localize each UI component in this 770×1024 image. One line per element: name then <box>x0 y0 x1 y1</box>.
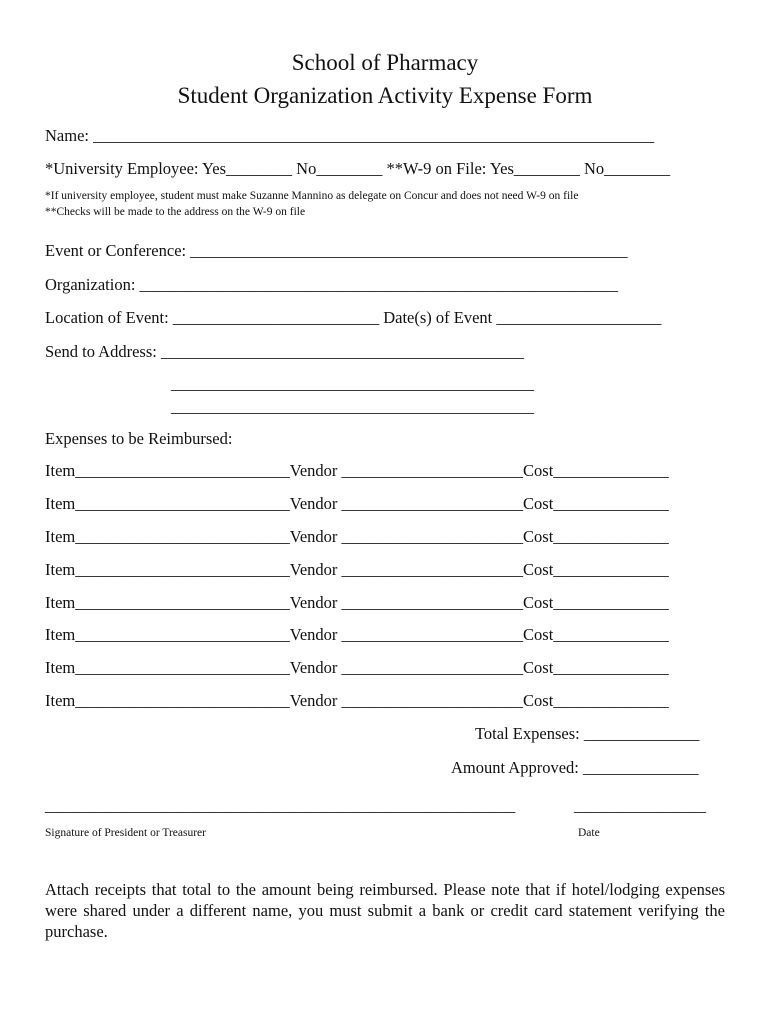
footnote-employee: *If university employee, student must make Suzanne Mannino as delegate on Concur and does not need W-9 on file <box>45 190 579 202</box>
amount-approved-field[interactable]: Amount Approved: ______________ <box>451 758 699 777</box>
expense-row[interactable]: Item__________________________Vendor ______________________Cost______________ <box>45 461 669 480</box>
form-title: School of Pharmacy <box>291 50 479 75</box>
expense-row[interactable]: Item__________________________Vendor ______________________Cost______________ <box>45 527 669 546</box>
attach-receipts-note: Attach receipts that total to the amount being reimbursed. Please note that if hotel/lodging expenses were shared under a different name, you must submit a bank or credit card statement verifying the purchase. <box>45 880 725 941</box>
signature-label: Signature of President or Treasurer <box>45 827 206 839</box>
expense-row[interactable]: Item__________________________Vendor ______________________Cost______________ <box>45 593 669 612</box>
date-label: Date <box>578 827 600 839</box>
expense-row[interactable]: Item__________________________Vendor ______________________Cost______________ <box>45 494 669 513</box>
send-address-field[interactable]: Send to Address: ____________________________________________ <box>45 342 524 361</box>
employee-w9-line[interactable]: *University Employee: Yes________ No________ **W-9 on File: Yes________ No________ <box>45 159 671 178</box>
organization-field[interactable]: Organization: __________________________________________________________ <box>45 275 619 294</box>
form-subtitle: Student Organization Activity Expense Form <box>177 83 593 108</box>
total-expenses-field[interactable]: Total Expenses: ______________ <box>475 724 700 743</box>
name-label: Name: <box>45 126 94 145</box>
date-line[interactable]: ________________ <box>574 796 706 815</box>
location-date-field[interactable]: Location of Event: _________________________ Date(s) of Event ____________________ <box>45 308 662 327</box>
address-line-2[interactable]: ____________________________________________ <box>171 374 534 393</box>
expenses-heading: Expenses to be Reimbursed: <box>45 429 233 448</box>
event-field[interactable]: Event or Conference: _____________________________________________________ <box>45 241 628 260</box>
signature-line[interactable]: _________________________________________________________ <box>45 796 516 815</box>
expense-row[interactable]: Item__________________________Vendor ______________________Cost______________ <box>45 658 669 677</box>
name-field[interactable] <box>45 126 654 146</box>
name-blank: ____________________________________________________________________ <box>93 126 655 145</box>
expense-row[interactable]: Item__________________________Vendor ______________________Cost______________ <box>45 560 669 579</box>
address-line-3[interactable]: ____________________________________________ <box>171 397 534 416</box>
footnote-w9: **Checks will be made to the address on the W-9 on file <box>45 206 306 218</box>
expense-row[interactable]: Item__________________________Vendor ______________________Cost______________ <box>45 625 669 644</box>
expense-row[interactable]: Item__________________________Vendor ______________________Cost______________ <box>45 691 669 710</box>
